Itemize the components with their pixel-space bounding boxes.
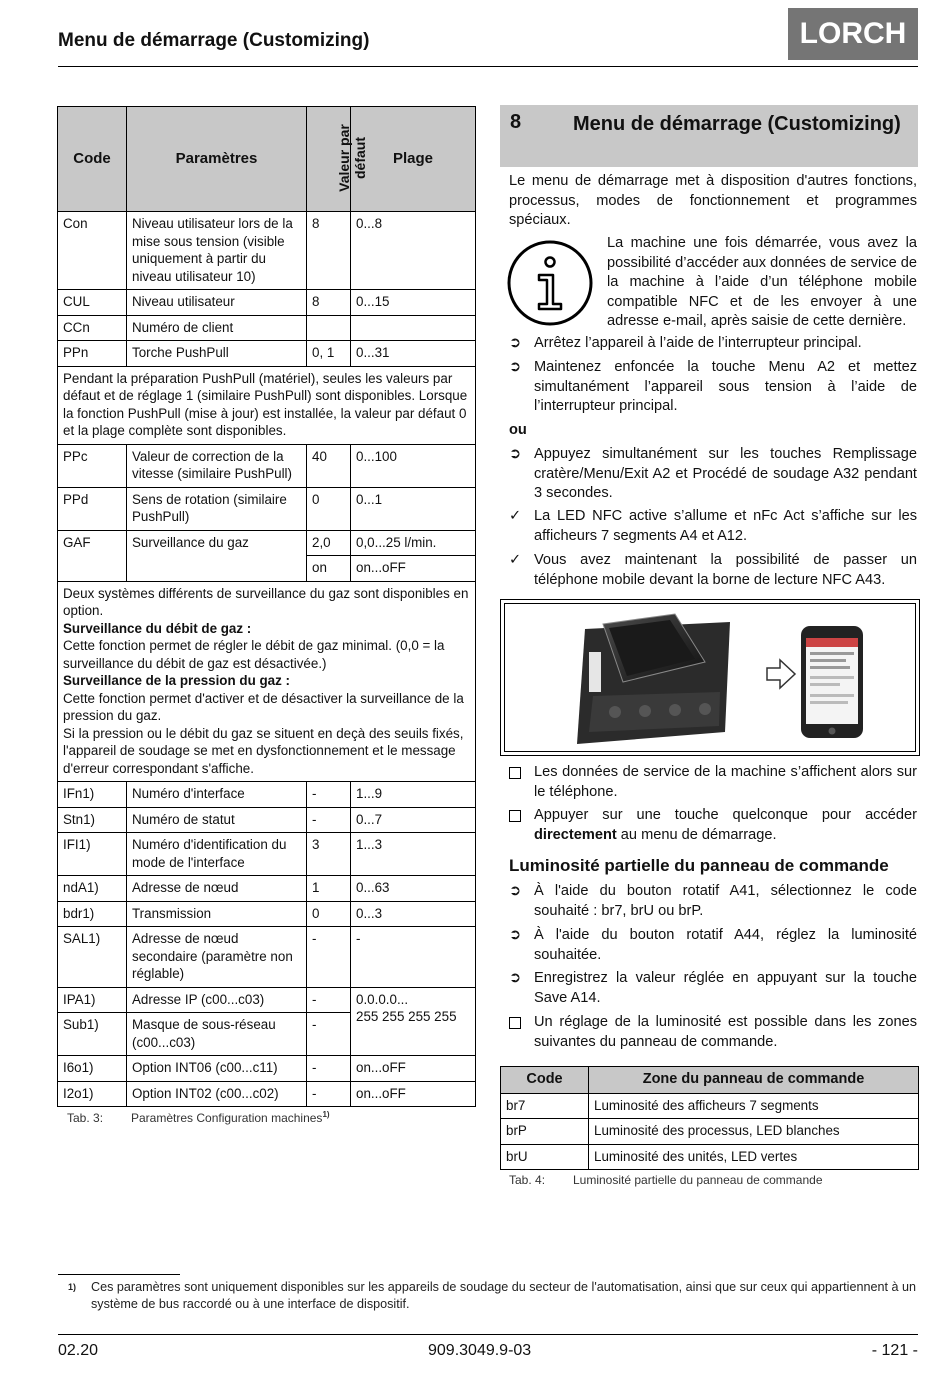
cell-param: Adresse IP (c00...c03) bbox=[127, 987, 307, 1013]
cell-default: 8 bbox=[307, 290, 351, 316]
cell-range bbox=[351, 987, 476, 1056]
cell-param: Numéro de client bbox=[127, 315, 307, 341]
footnote-text: Ces paramètres sont uniquement disponibles sur les appareils de soudage du secteur de l'automatisation, ainsi que sur ceux qui appartiennent à un système de bus raccordé ou à une interface de dispositif. bbox=[91, 1280, 917, 1311]
result-text bbox=[534, 806, 917, 845]
table-row bbox=[58, 487, 476, 530]
table-row bbox=[58, 927, 476, 988]
cell-default: - bbox=[307, 927, 351, 988]
cell-code: CUL bbox=[58, 290, 127, 316]
cell-range: 0...8 bbox=[351, 212, 476, 290]
table-row bbox=[58, 987, 476, 1013]
cell-range: 0...63 bbox=[351, 876, 476, 902]
cell-param: Numéro d'interface bbox=[127, 782, 307, 808]
cell-range: on...oFF bbox=[351, 1056, 476, 1082]
result-text-a: Appuyer sur une touche quelconque pour accéder bbox=[534, 807, 917, 823]
arrow-bullet-icon: ➲ bbox=[509, 359, 522, 375]
result-text: Les données de service de la machine s’affichent alors sur le téléphone. bbox=[534, 764, 917, 800]
cell-zone: Luminosité des unités, LED vertes bbox=[589, 1144, 919, 1170]
cell-default: 40 bbox=[307, 444, 351, 487]
cell-param: Adresse de nœud bbox=[127, 876, 307, 902]
page-header-title: Menu de démarrage (Customizing) bbox=[58, 30, 370, 51]
brightness-table bbox=[500, 1066, 919, 1170]
step-text: Maintenez enfoncée la touche Menu A2 et mettez simultanément l’appareil sous tension à l’aide de l’interrupteur principal. bbox=[534, 359, 917, 414]
cell-default: - bbox=[307, 1013, 351, 1056]
footnote-rule bbox=[58, 1274, 180, 1275]
cell-default: 1 bbox=[307, 876, 351, 902]
table-row bbox=[58, 901, 476, 927]
cell-code: Stn1) bbox=[58, 807, 127, 833]
cell-param: Numéro d'identification du mode de l'interface bbox=[127, 833, 307, 876]
table-note-row bbox=[58, 581, 476, 782]
cell-range: on...oFF bbox=[351, 1081, 476, 1107]
cell-param: Torche PushPull bbox=[127, 341, 307, 367]
nfc-figure bbox=[500, 599, 920, 756]
gas-flow-text: Cette fonction permet de régler le débit de gaz minimal. (0,0 = la surveillance du débit de gaz est désactivée.) bbox=[63, 638, 445, 671]
cell-default: 3 bbox=[307, 833, 351, 876]
right-arrow-icon bbox=[767, 660, 795, 688]
table4-caption-text: Luminosité partielle du panneau de commande bbox=[573, 1173, 823, 1187]
pushpull-note: Pendant la préparation PushPull (matériel), seules les valeurs par défaut et de réglage 1 (similaire PushPull) sont disponibles. Lorsque la fonction PushPull (mise à jour) est installée, la valeur par défaut 0 et la plage complète sont disponibles. bbox=[58, 366, 476, 444]
cell-default: - bbox=[307, 1081, 351, 1107]
cell-range: 0...15 bbox=[351, 290, 476, 316]
table-row bbox=[58, 807, 476, 833]
table-row bbox=[58, 315, 476, 341]
cell-param: Surveillance du gaz bbox=[127, 530, 307, 581]
gas-flow-heading: Surveillance du débit de gaz : bbox=[63, 620, 252, 636]
footer-date: 02.20 bbox=[58, 1342, 99, 1359]
table-row bbox=[58, 833, 476, 876]
step-item bbox=[509, 358, 917, 417]
table-row bbox=[58, 1081, 476, 1107]
result-item bbox=[509, 806, 917, 845]
cell-code: CCn bbox=[58, 315, 127, 341]
table-row bbox=[58, 290, 476, 316]
check-text: La LED NFC active s’allume et nFc Act s’affiche sur les afficheurs 7 segments A4 et A12. bbox=[534, 508, 917, 544]
checkmark-icon: ✓ bbox=[509, 508, 522, 524]
step-item bbox=[509, 882, 917, 921]
subsection-heading: Luminosité partielle du panneau de commande bbox=[509, 856, 889, 875]
table-row bbox=[58, 212, 476, 290]
footer-rule bbox=[58, 1334, 918, 1335]
section-title: Menu de démarrage (Customizing) bbox=[573, 113, 901, 135]
cell-range: 1...3 bbox=[351, 833, 476, 876]
cell-param: Numéro de statut bbox=[127, 807, 307, 833]
cell-code: I2o1) bbox=[58, 1081, 127, 1107]
checkbox-icon bbox=[509, 1017, 521, 1029]
table-row bbox=[501, 1119, 919, 1145]
arrow-bullet-icon: ➲ bbox=[509, 446, 522, 462]
col-header-code: Code bbox=[501, 1067, 589, 1094]
cell-default: - bbox=[307, 1056, 351, 1082]
cell-code: PPn bbox=[58, 341, 127, 367]
checkbox-icon bbox=[509, 767, 521, 779]
cell-default: - bbox=[307, 782, 351, 808]
cell-code: GAF bbox=[58, 530, 127, 581]
cell-range: - bbox=[351, 927, 476, 988]
gas-note-intro: Deux systèmes différents de surveillance du gaz sont disponibles en option. bbox=[63, 585, 469, 618]
cell-default bbox=[307, 315, 351, 341]
col-header-range: Plage bbox=[351, 107, 476, 212]
step-item bbox=[509, 969, 917, 1008]
checkmark-icon: ✓ bbox=[509, 552, 522, 568]
cell-default: 0 bbox=[307, 901, 351, 927]
step-text: À l'aide du bouton rotatif A44, réglez la luminosité souhaitée. bbox=[534, 927, 917, 963]
col-header-default bbox=[307, 107, 368, 212]
cell-range: 1...9 bbox=[351, 782, 476, 808]
cell-default: 0 bbox=[307, 487, 351, 530]
gas-pressure-heading: Surveillance de la pression du gaz : bbox=[63, 673, 290, 688]
result-item bbox=[509, 1013, 917, 1052]
cell-zone: Luminosité des afficheurs 7 segments bbox=[589, 1093, 919, 1119]
cell-range bbox=[351, 315, 476, 341]
cell-param: Niveau utilisateur bbox=[127, 290, 307, 316]
cell-code: IFn1) bbox=[58, 782, 127, 808]
table-row bbox=[501, 1093, 919, 1119]
gas-pressure-text: Cette fonction permet d'activer et de désactiver la surveillance de la pression du gaz. bbox=[63, 690, 464, 723]
result-text: Un réglage de la luminosité est possible dans les zones suivantes du panneau de commande. bbox=[534, 1014, 917, 1050]
cell-code: Con bbox=[58, 212, 127, 290]
cell-param: Transmission bbox=[127, 901, 307, 927]
cell-zone: Luminosité des processus, LED blanches bbox=[589, 1119, 919, 1145]
cell-param: Option INT06 (c00...c11) bbox=[127, 1056, 307, 1082]
cell-code: PPc bbox=[58, 444, 127, 487]
footer-page-number: - 121 - bbox=[871, 1342, 918, 1359]
result-item bbox=[509, 763, 917, 802]
footnote bbox=[68, 1279, 920, 1313]
gas-monitoring-note bbox=[58, 581, 476, 782]
cell-range: on...oFF bbox=[351, 556, 476, 582]
step-item bbox=[509, 926, 917, 965]
cell-default: 2,0 bbox=[307, 530, 351, 556]
section-intro: Le menu de démarrage met à disposition d'autres fonctions, processus, modes de fonctionnement et programmes spéciaux. bbox=[509, 173, 917, 228]
table-row bbox=[58, 530, 476, 556]
table3-caption-text: Paramètres Configuration machines bbox=[131, 1111, 323, 1125]
lorch-logo: LORCH bbox=[788, 8, 918, 60]
section-number: 8 bbox=[510, 111, 522, 133]
cell-param: Adresse de nœud secondaire (paramètre non réglable) bbox=[127, 927, 307, 988]
step-text: Arrêtez l’appareil à l’aide de l’interrupteur principal. bbox=[534, 335, 862, 351]
cell-default: - bbox=[307, 987, 351, 1013]
footnote-marker: 1) bbox=[68, 1282, 77, 1292]
col-header-param: Paramètres bbox=[127, 107, 307, 212]
cell-range: 0...3 bbox=[351, 901, 476, 927]
cell-default: 0, 1 bbox=[307, 341, 351, 367]
cell-range: 0...1 bbox=[351, 487, 476, 530]
cell-param: Option INT02 (c00...c02) bbox=[127, 1081, 307, 1107]
step-text: Appuyez simultanément sur les touches Remplissage cratère/Menu/Exit A2 et Procédé de soudage A32 pendant 3 secondes. bbox=[534, 446, 917, 501]
table-note-row bbox=[58, 366, 476, 444]
checkbox-icon bbox=[509, 810, 521, 822]
cell-default: on bbox=[307, 556, 351, 582]
cell-range: 0...31 bbox=[351, 341, 476, 367]
check-text: Vous avez maintenant la possibilité de passer un téléphone mobile devant la borne de lecture NFC A43. bbox=[534, 552, 917, 588]
ip-range-start: 0.0.0.0... bbox=[356, 991, 409, 1007]
table-row bbox=[58, 341, 476, 367]
cell-code: ndA1) bbox=[58, 876, 127, 902]
arrow-bullet-icon: ➲ bbox=[509, 970, 522, 986]
table-row bbox=[58, 782, 476, 808]
arrow-bullet-icon: ➲ bbox=[509, 335, 522, 351]
table-row bbox=[58, 876, 476, 902]
cell-range: 0...100 bbox=[351, 444, 476, 487]
cell-param: Sens de rotation (similaire PushPull) bbox=[127, 487, 307, 530]
cell-code: br7 bbox=[501, 1093, 589, 1119]
step-text: Enregistrez la valeur réglée en appuyant sur la touche Save A14. bbox=[534, 970, 917, 1006]
table-row bbox=[58, 1056, 476, 1082]
nfc-illustration bbox=[505, 604, 915, 751]
cell-code: brP bbox=[501, 1119, 589, 1145]
cell-code: IFI1) bbox=[58, 833, 127, 876]
cell-code: I6o1) bbox=[58, 1056, 127, 1082]
or-label: ou bbox=[509, 422, 527, 438]
arrow-bullet-icon: ➲ bbox=[509, 883, 522, 899]
col-header-code: Code bbox=[58, 107, 127, 212]
cell-code: bdr1) bbox=[58, 901, 127, 927]
cell-range: 0,0...25 l/min. bbox=[351, 530, 476, 556]
ip-range-end: 255 255 255 255 bbox=[356, 1009, 457, 1024]
arrow-bullet-icon: ➲ bbox=[509, 927, 522, 943]
nfc-info-text: La machine une fois démarrée, vous avez la possibilité d’accéder aux données de service de la machine à l’aide d’un téléphone mobile compatible NFC et de les envoyer à une adresse e-mail, après saisie de cette dernière. bbox=[607, 235, 917, 329]
check-item bbox=[509, 551, 917, 590]
cell-code: brU bbox=[501, 1144, 589, 1170]
info-icon bbox=[505, 238, 595, 328]
col-header-zone: Zone du panneau de commande bbox=[589, 1067, 919, 1094]
col-header-default-text: Valeur par défaut bbox=[336, 123, 368, 192]
cell-code: SAL1) bbox=[58, 927, 127, 988]
step-item bbox=[509, 445, 917, 504]
table4-caption-label: Tab. 4: bbox=[509, 1173, 546, 1187]
nfc-figure-frame bbox=[504, 603, 916, 752]
cell-default: 8 bbox=[307, 212, 351, 290]
table3-caption bbox=[67, 1110, 330, 1125]
header-rule bbox=[58, 66, 918, 67]
table4-caption bbox=[509, 1173, 823, 1187]
cell-default: - bbox=[307, 807, 351, 833]
parameters-table bbox=[57, 106, 476, 1107]
cell-range: 0...7 bbox=[351, 807, 476, 833]
table3-caption-label: Tab. 3: bbox=[67, 1111, 104, 1125]
table3-caption-sup: 1) bbox=[322, 1110, 330, 1119]
cell-code: Sub1) bbox=[58, 1013, 127, 1056]
cell-code: IPA1) bbox=[58, 987, 127, 1013]
result-text-bold: directement bbox=[534, 826, 617, 843]
step-item bbox=[509, 334, 917, 354]
cell-param: Niveau utilisateur lors de la mise sous tension (visible uniquement à partir du niveau utilisateur 10) bbox=[127, 212, 307, 290]
table-row bbox=[58, 444, 476, 487]
check-item bbox=[509, 507, 917, 546]
result-text-c: au menu de démarrage. bbox=[616, 826, 777, 843]
cell-param: Valeur de correction de la vitesse (similaire PushPull) bbox=[127, 444, 307, 487]
step-text: À l'aide du bouton rotatif A41, sélectionnez le code souhaité : br7, brU ou brP. bbox=[534, 883, 917, 919]
footer-document-number: 909.3049.9-03 bbox=[428, 1342, 532, 1359]
table-row bbox=[501, 1144, 919, 1170]
gas-note-tail: Si la pression ou le débit du gaz se situent en deçà des seuils fixés, l'appareil de soudage se met en dysfonctionnement et le message d'erreur correspondant s'affiche. bbox=[63, 725, 464, 776]
cell-param: Masque de sous-réseau (c00...c03) bbox=[127, 1013, 307, 1056]
cell-code: PPd bbox=[58, 487, 127, 530]
